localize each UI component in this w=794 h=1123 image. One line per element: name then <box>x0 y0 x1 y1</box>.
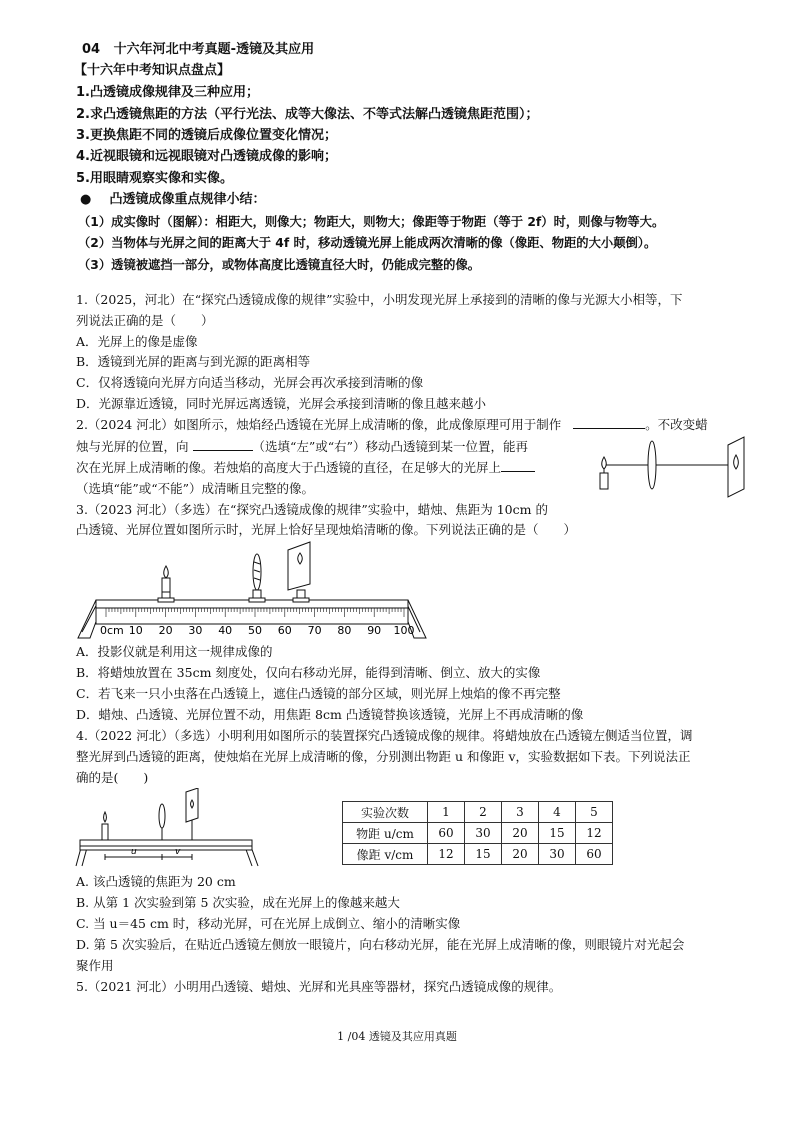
q3-option-a: A．投影仪就是利用这一规律成像的 <box>76 644 273 659</box>
table-cell: 像距 v/cm <box>343 844 428 865</box>
ruler-label: 70 <box>307 624 322 637</box>
q1-option-c: C．仅将透镜向光屏方向适当移动，光屏会再次承接到清晰的像 <box>76 375 424 390</box>
q1-option-b: B．透镜到光屏的距离与到光源的距离相等 <box>76 354 311 369</box>
q2-line: 烛与光屏的位置，向 （选填“左”或“右”）移动凸透镜到某一位置，能再 <box>76 439 529 454</box>
q4-stem: 确的是( ) <box>76 770 149 785</box>
answer-blank[interactable] <box>573 416 645 429</box>
q2-line: 次在光屏上成清晰的像。若烛焰的高度大于凸透镜的直径，在足够大的光屏上 <box>76 459 535 477</box>
ruler-label: 90 <box>367 624 382 637</box>
q1-stem: 列说法正确的是（ ） <box>76 313 214 328</box>
section-heading: 【十六年中考知识点盘点】 <box>74 63 231 78</box>
ruler-label: 20 <box>158 624 173 637</box>
q3-option-b: B．将蜡烛放置在 35cm 刻度处，仅向右移动光屏，能得到清晰、倒立、放大的实像 <box>76 665 541 680</box>
table-header-cell: 5 <box>576 802 613 823</box>
q2-optics-figure <box>594 433 774 501</box>
image-distance-label: v <box>175 847 181 857</box>
page-footer: 1 /04 透镜及其应用真题 <box>337 1030 457 1043</box>
q1-stem: 1.（2025，河北）在“探究凸透镜成像的规律”实验中，小明发现光屏上承接到的清晰的像与光源大小相等，下 <box>76 292 683 307</box>
summary-item: （2）当物体与光屏之间的距离大于 4f 时，移动透镜光屏上能成两次清晰的像（像距、物距的大小颠倒）。 <box>78 236 657 250</box>
q4-apparatus-figure <box>74 788 274 870</box>
q5-stem: 5.（2021 河北）小明用凸透镜、蜡烛、光屏和光具座等器材，探究凸透镜成像的规律。 <box>76 979 562 994</box>
screen-icon <box>288 542 310 590</box>
table-cell: 12 <box>428 844 465 865</box>
candle-icon <box>162 578 170 592</box>
q4-option-a: A. 该凸透镜的焦距为 20 cm <box>76 874 236 889</box>
table-header-cell: 2 <box>465 802 502 823</box>
q4-option-c: C. 当 u＝45 cm 时，移动光屏，可在光屏上成倒立、缩小的清晰实像 <box>76 916 461 931</box>
q4-stem: 4.（2022 河北）（多选）小明利用如图所示的装置探究凸透镜成像的规律。将蜡烛放在凸透镜左侧适当位置，调 <box>76 728 693 743</box>
q2-line: 2.（2024 河北）如图所示，烛焰经凸透镜在光屏上成清晰的像，此成像原理可用于制作 。不改变蜡 <box>76 417 708 432</box>
ruler-label: 100 <box>393 624 415 637</box>
flame-icon <box>104 812 107 822</box>
q4-option-d: D. 第 5 次实验后，在贴近凸透镜左侧放一眼镜片，向右移动光屏，能在光屏上成清晰的像，则眼镜片对光起会 <box>76 937 685 952</box>
table-cell: 60 <box>428 823 465 844</box>
q3-stem: 凸透镜、光屏位置如图所示时，光屏上恰好呈现烛焰清晰的像。下列说法正确的是（ ） <box>76 522 577 537</box>
q3-option-c: C．若飞来一只小虫落在凸透镜上，遮住凸透镜的部分区域，则光屏上烛焰的像不再完整 <box>76 686 561 701</box>
table-header-cell: 3 <box>502 802 539 823</box>
table-cell: 30 <box>465 823 502 844</box>
q4-option-d-cont: 聚作用 <box>76 958 114 973</box>
summary-heading: ● 凸透镜成像重点规律小结： <box>80 192 266 207</box>
q3-stem: 3.（2023 河北）（多选）在“探究凸透镜成像的规律”实验中，蜡烛、焦距为 10cm 的 <box>76 502 548 517</box>
page-title: 04 十六年河北中考真题-透镜及其应用 <box>82 42 315 57</box>
table-cell: 15 <box>539 823 576 844</box>
q4-option-b: B. 从第 1 次实验到第 5 次实验，成在光屏上的像越来越大 <box>76 895 400 910</box>
knowledge-item: 4.近视眼镜和远视眼镜对凸透镜成像的影响； <box>76 149 337 164</box>
flame-icon <box>602 457 607 469</box>
ruler-label: 40 <box>218 624 233 637</box>
table-header-cell: 1 <box>428 802 465 823</box>
table-row <box>343 823 613 844</box>
knowledge-item: 1.凸透镜成像规律及三种应用； <box>76 85 259 100</box>
q1-option-a: A．光屏上的像是虚像 <box>76 334 198 349</box>
ruler-label: 80 <box>337 624 352 637</box>
convex-lens-icon <box>648 441 656 489</box>
table-cell: 60 <box>576 844 613 865</box>
table-cell: 12 <box>576 823 613 844</box>
knowledge-item: 5.用眼睛观察实像和实像。 <box>76 171 233 186</box>
table-header-cell: 4 <box>539 802 576 823</box>
candle-icon <box>102 824 108 840</box>
table-row <box>343 844 613 865</box>
knowledge-item: 3.更换焦距不同的透镜后成像位置变化情况； <box>76 128 337 143</box>
object-distance-label: u <box>131 847 137 857</box>
q4-stem: 整光屏到凸透镜的距离，使烛焰在光屏上成清晰的像，分别测出物距 u 和像距 v，实验数据如下表。下列说法正 <box>76 749 691 764</box>
summary-item: （3）透镜被遮挡一部分，或物体高度比透镜直径大时，仍能成完整的像。 <box>78 258 481 272</box>
experiment-data-table <box>342 801 613 865</box>
summary-item: （1）成实像时（图解）：相距大，则像大；物距大，则物大；像距等于物距（等于 2f）时，则像与物等大。 <box>78 215 665 229</box>
table-cell: 15 <box>465 844 502 865</box>
flame-icon <box>164 566 169 578</box>
candle-icon <box>600 473 608 489</box>
ruler-label: 60 <box>277 624 292 637</box>
table-cell: 20 <box>502 844 539 865</box>
ruler-label: 30 <box>188 624 203 637</box>
bullet-icon: ● <box>80 192 92 207</box>
answer-blank[interactable] <box>501 459 535 472</box>
knowledge-item: 2.求凸透镜焦距的方法（平行光法、成等大像法、不等式法解凸透镜焦距范围）； <box>76 107 539 122</box>
ruler-label: 0cm <box>100 624 124 637</box>
table-cell: 30 <box>539 844 576 865</box>
q3-option-d: D．蜡烛、凸透镜、光屏位置不动，用焦距 8cm 凸透镜替换该透镜，光屏上不再成清晰的像 <box>76 707 584 722</box>
q2-line: （选填“能”或“不能”）成清晰且完整的像。 <box>76 481 315 496</box>
table-cell: 20 <box>502 823 539 844</box>
convex-lens-icon <box>159 804 165 828</box>
table-cell: 物距 u/cm <box>343 823 428 844</box>
answer-blank[interactable] <box>193 438 253 451</box>
q3-optical-bench-figure <box>74 540 436 640</box>
table-header-cell: 实验次数 <box>343 802 428 823</box>
q1-option-d: D．光源靠近透镜，同时光屏远离透镜，光屏会承接到清晰的像且越来越小 <box>76 396 487 411</box>
table-header-row <box>343 802 613 823</box>
ruler-label: 10 <box>128 624 143 637</box>
ruler-label: 50 <box>248 624 262 637</box>
